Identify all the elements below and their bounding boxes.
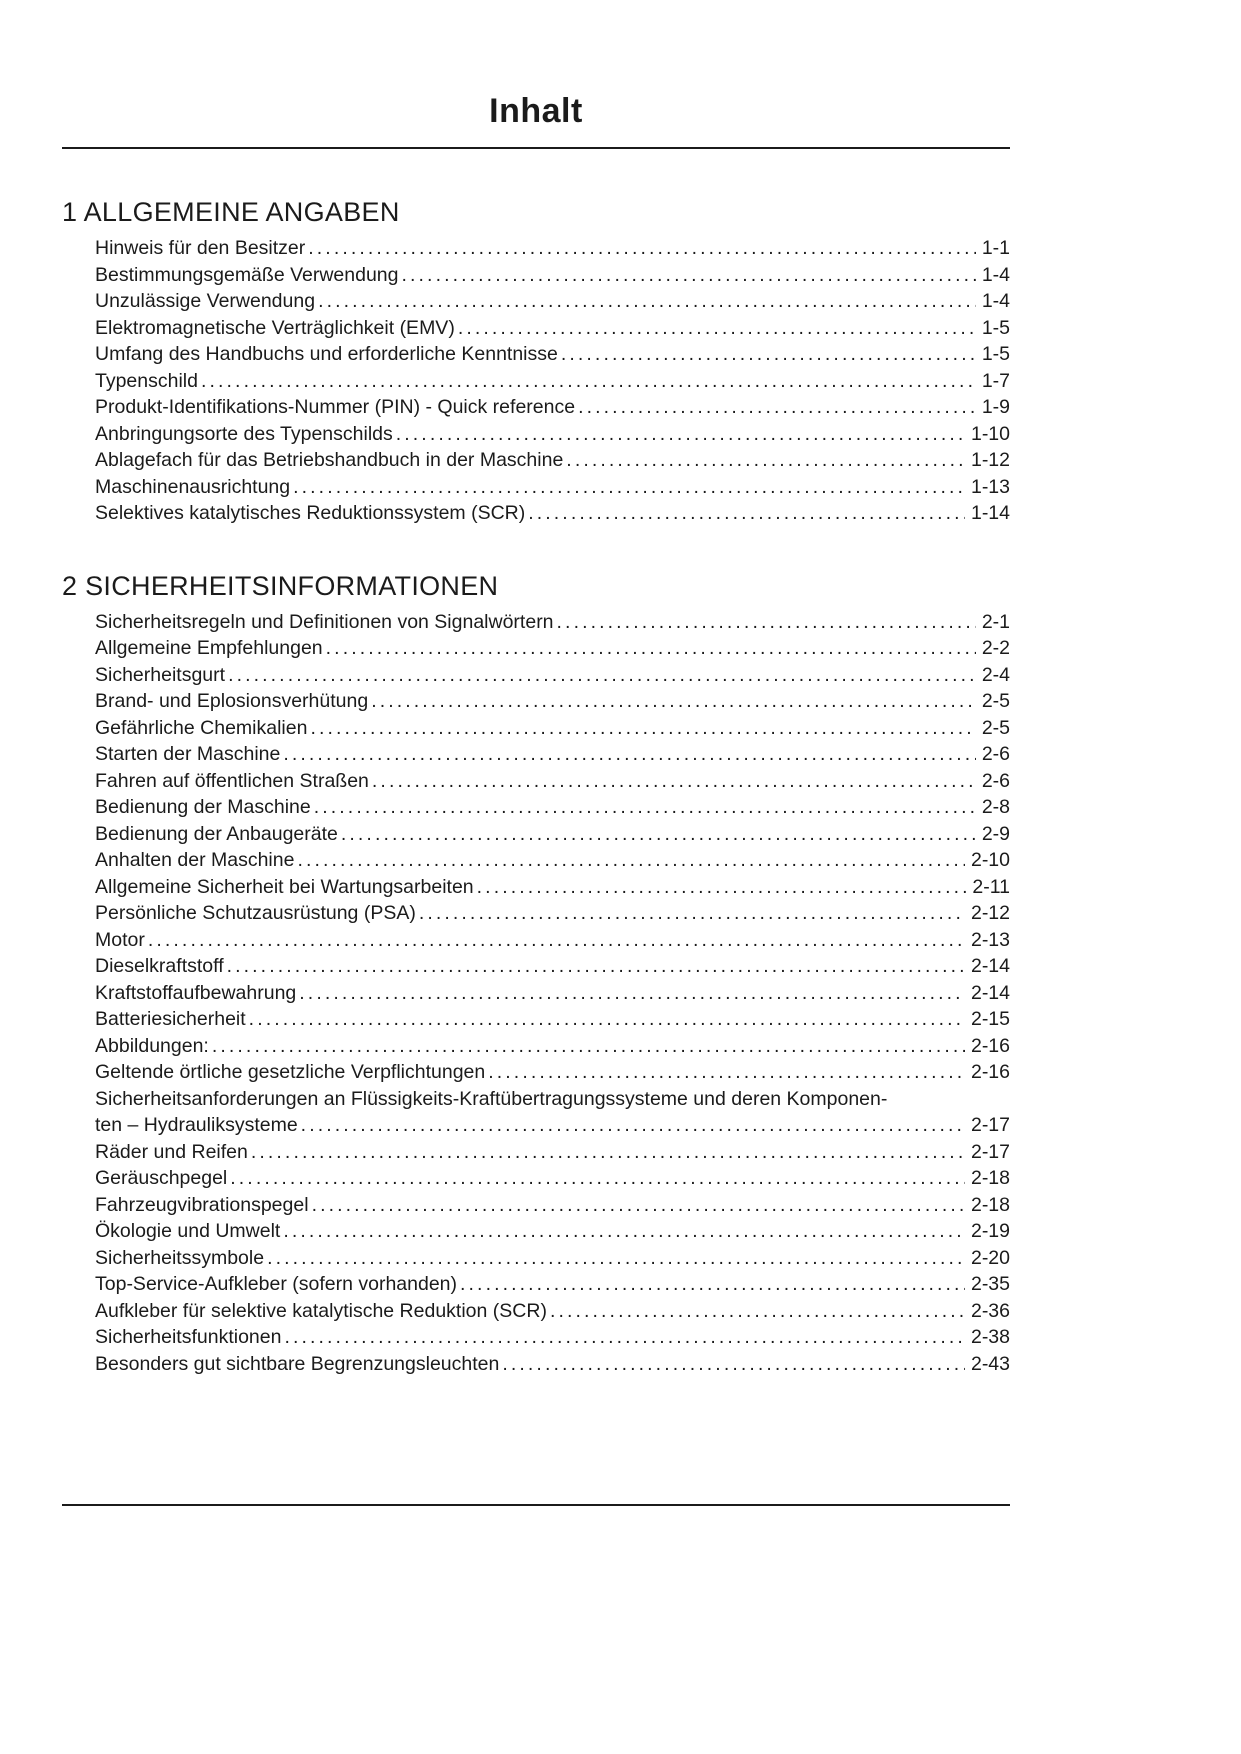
toc-entry (62, 1006, 1010, 1033)
toc-entry-label: Top-Service-Aufkleber (sofern vorhanden) (95, 1273, 458, 1295)
toc-entry-label: Unzulässige Verwendung (95, 290, 316, 312)
toc-entry (62, 980, 1010, 1007)
toc-entry (62, 368, 1010, 395)
dot-leader (502, 1351, 965, 1378)
dot-leader (326, 635, 976, 662)
toc-entry-label: Bestimmungsgemäße Verwendung (95, 263, 399, 286)
toc-entry-page: 1-9 (981, 396, 1010, 418)
toc-entry (62, 609, 1010, 636)
toc-entry-label: Anhalten der Maschine (95, 849, 295, 871)
toc-entry-page: 2-20 (970, 1246, 1010, 1269)
toc-entry (62, 662, 1010, 689)
toc-entry-page: 2-8 (981, 796, 1010, 818)
toc-entry-label: Fahrzeugvibrationspegel (95, 1193, 309, 1216)
toc-entry-label: Brand- und Eplosionsverhütung (95, 690, 369, 712)
dot-leader (251, 1139, 965, 1166)
toc-entry-label: Starten der Maschine (95, 743, 281, 765)
toc-entry-label: Sicherheitsregeln und Definitionen von Signalwörtern (95, 610, 554, 633)
toc-entry-page: 2-6 (981, 743, 1010, 765)
toc-entry-page: 2-4 (981, 663, 1010, 686)
dot-leader (402, 262, 976, 289)
toc-entry-label: Sicherheitssymbole (95, 1246, 265, 1269)
toc-entry-label: Besonders gut sichtbare Begrenzungsleuchten (95, 1352, 500, 1375)
toc-entry-label: Ablagefach für das Betriebshandbuch in der Maschine (95, 449, 564, 471)
toc-entry-page: 2-6 (981, 769, 1010, 792)
dot-leader (283, 1218, 965, 1245)
toc-entry (62, 394, 1010, 421)
toc-entry (62, 1298, 1010, 1325)
toc-section (62, 571, 1010, 1378)
dot-leader (550, 1298, 965, 1325)
toc-entry-label: Persönliche Schutzausrüstung (PSA) (95, 902, 416, 924)
toc-entry-page: 1-5 (981, 343, 1010, 365)
toc-entry-page: 2-35 (970, 1273, 1010, 1295)
toc-entry (62, 262, 1010, 289)
toc-entry-page: 1-4 (981, 263, 1010, 286)
toc-entry-page: 2-18 (970, 1167, 1010, 1189)
toc-entry-label: Räder und Reifen (95, 1140, 248, 1163)
toc-entry (62, 1351, 1010, 1378)
toc-entry (62, 500, 1010, 527)
toc-entry (62, 768, 1010, 795)
dot-leader (293, 474, 965, 501)
toc-entry-label: Bedienung der Maschine (95, 796, 311, 818)
toc-entry-label: Dieselkraftstoff (95, 955, 224, 977)
toc-entry-page: 2-38 (970, 1326, 1010, 1348)
toc-entry-label: Allgemeine Empfehlungen (95, 637, 323, 659)
toc-entry-label: Kraftstoffaufbewahrung (95, 981, 297, 1004)
toc-entry-page: 2-16 (970, 1061, 1010, 1083)
dot-leader (267, 1245, 965, 1272)
toc-entry-page: 2-11 (972, 875, 1010, 898)
toc-entry-label: Allgemeine Sicherheit bei Wartungsarbeiten (95, 875, 474, 898)
toc-entry (62, 1086, 1010, 1113)
toc-entry-page: 2-10 (970, 849, 1010, 871)
toc-entry (62, 1165, 1010, 1192)
toc-entry-label: Fahren auf öffentlichen Straßen (95, 769, 369, 792)
toc-entry-label: Sicherheitsfunktionen (95, 1326, 282, 1348)
dot-leader (312, 1192, 965, 1219)
toc-entry (62, 794, 1010, 821)
toc-entry (62, 927, 1010, 954)
toc-entry-page: 1-12 (970, 449, 1010, 471)
toc-entry-label: Batteriesicherheit (95, 1008, 246, 1030)
toc-entry-label: Bedienung der Anbaugeräte (95, 822, 338, 845)
toc-entry-page: 2-14 (970, 955, 1010, 977)
dot-leader (310, 715, 975, 742)
dot-leader (419, 900, 965, 927)
toc-entry-page: 1-10 (970, 422, 1010, 445)
footer-divider (62, 1504, 1010, 1506)
toc-entry-label: Produkt-Identifikations-Nummer (PIN) - Quick reference (95, 396, 576, 418)
toc-entry (62, 900, 1010, 927)
dot-leader (477, 874, 967, 901)
toc-entry-label: Ökologie und Umwelt (95, 1220, 281, 1242)
toc-entry (62, 1245, 1010, 1272)
toc-entry (62, 1112, 1010, 1139)
toc-entry (62, 288, 1010, 315)
toc-entry (62, 688, 1010, 715)
dot-leader (371, 688, 976, 715)
dot-leader (308, 235, 976, 262)
toc-entry-page: 2-13 (970, 928, 1010, 951)
dot-leader (301, 1112, 965, 1139)
toc-entry (62, 874, 1010, 901)
dot-leader (458, 315, 976, 342)
toc-entry-label: Selektives katalytisches Reduktionssystem (SCR) (95, 502, 526, 524)
toc-entry (62, 1059, 1010, 1086)
toc-entry-label: Umfang des Handbuchs und erforderliche Kenntnisse (95, 343, 558, 365)
dot-leader (227, 953, 965, 980)
dot-leader (284, 1324, 965, 1351)
dot-leader (230, 1165, 965, 1192)
toc-section (62, 197, 1010, 527)
dot-leader (561, 341, 976, 368)
toc-entry (62, 1271, 1010, 1298)
toc-entry-label: ten – Hydrauliksysteme (95, 1114, 298, 1136)
toc-entry (62, 1033, 1010, 1060)
toc-entry-label: Hinweis für den Besitzer (95, 237, 306, 259)
toc-entry (62, 821, 1010, 848)
dot-leader (341, 821, 976, 848)
toc-entry (62, 1324, 1010, 1351)
toc-entry (62, 421, 1010, 448)
toc-entry-page: 2-14 (970, 981, 1010, 1004)
toc-entry (62, 315, 1010, 342)
toc-entry-page: 1-14 (970, 502, 1010, 524)
toc-entry-page: 2-43 (970, 1352, 1010, 1375)
dot-leader (228, 662, 976, 689)
toc-entry-page: 2-12 (970, 902, 1010, 924)
toc-entry-page: 2-5 (981, 716, 1010, 739)
page-title: Inhalt (489, 92, 583, 130)
toc-entry-page: 2-16 (970, 1034, 1010, 1057)
dot-leader (148, 927, 965, 954)
toc-entry-label: Motor (95, 928, 145, 951)
dot-leader (528, 500, 965, 527)
dot-leader (557, 609, 976, 636)
toc-entry-page: 1-13 (970, 475, 1010, 498)
toc-entry (62, 341, 1010, 368)
toc-entry-page: 1-1 (981, 237, 1010, 259)
toc-entry-page: 1-4 (981, 290, 1010, 312)
dot-leader (372, 768, 976, 795)
section-heading: 1 ALLGEMEINE ANGABEN (62, 197, 400, 227)
toc-entry-label: Elektromagnetische Verträglichkeit (EMV) (95, 316, 455, 339)
toc-sections (62, 197, 1010, 1377)
toc-entry-label: Gefährliche Chemikalien (95, 716, 308, 739)
toc-entry (62, 715, 1010, 742)
toc-entry (62, 847, 1010, 874)
toc-entry (62, 1192, 1010, 1219)
dot-leader (212, 1033, 965, 1060)
dot-leader (297, 847, 965, 874)
dot-leader (460, 1271, 965, 1298)
toc-entry (62, 474, 1010, 501)
toc-entry (62, 1139, 1010, 1166)
toc-entry-page: 1-5 (981, 316, 1010, 339)
toc-entry-page: 2-2 (981, 637, 1010, 659)
dot-leader (314, 794, 976, 821)
toc-entry (62, 953, 1010, 980)
title-divider (62, 147, 1010, 149)
toc-entry-label: Typenschild (95, 369, 198, 392)
dot-leader (201, 368, 976, 395)
toc-entry (62, 635, 1010, 662)
toc-entry-label: Sicherheitsanforderungen an Flüssigkeits-Kraftübertragungssysteme und deren Komponen- (95, 1087, 888, 1110)
toc-entry (62, 741, 1010, 768)
toc-entry-page: 2-15 (970, 1008, 1010, 1030)
toc-entry-page: 2-9 (981, 822, 1010, 845)
toc-entry-page: 2-5 (981, 690, 1010, 712)
dot-leader (249, 1006, 965, 1033)
toc-entry (62, 1218, 1010, 1245)
dot-leader (283, 741, 975, 768)
toc-entry-label: Abbildungen: (95, 1034, 209, 1057)
dot-leader (566, 447, 965, 474)
toc-entry-page: 2-18 (970, 1193, 1010, 1216)
section-heading: 2 SICHERHEITSINFORMATIONEN (62, 570, 499, 601)
toc-entry-label: Geltende örtliche gesetzliche Verpflichtungen (95, 1061, 486, 1083)
dot-leader (396, 421, 965, 448)
toc-entry (62, 235, 1010, 262)
dot-leader (578, 394, 976, 421)
toc-entry-page: 1-7 (981, 369, 1010, 392)
toc-entry-page: 2-17 (970, 1140, 1010, 1163)
toc-entry-label: Maschinenausrichtung (95, 475, 291, 498)
dot-leader (488, 1059, 965, 1086)
toc-entry-page: 2-17 (970, 1114, 1010, 1136)
toc-entry-page: 2-19 (970, 1220, 1010, 1242)
toc-entry (62, 447, 1010, 474)
toc-entry-label: Aufkleber für selektive katalytische Reduktion (SCR) (95, 1299, 547, 1322)
toc-entry-page: 2-1 (981, 610, 1010, 633)
toc-entry-label: Sicherheitsgurt (95, 663, 226, 686)
toc-entry-page: 2-36 (970, 1299, 1010, 1322)
toc-entry-label: Anbringungsorte des Typenschilds (95, 422, 393, 445)
dot-leader (299, 980, 965, 1007)
dot-leader (318, 288, 976, 315)
toc-entry-label: Geräuschpegel (95, 1167, 228, 1189)
